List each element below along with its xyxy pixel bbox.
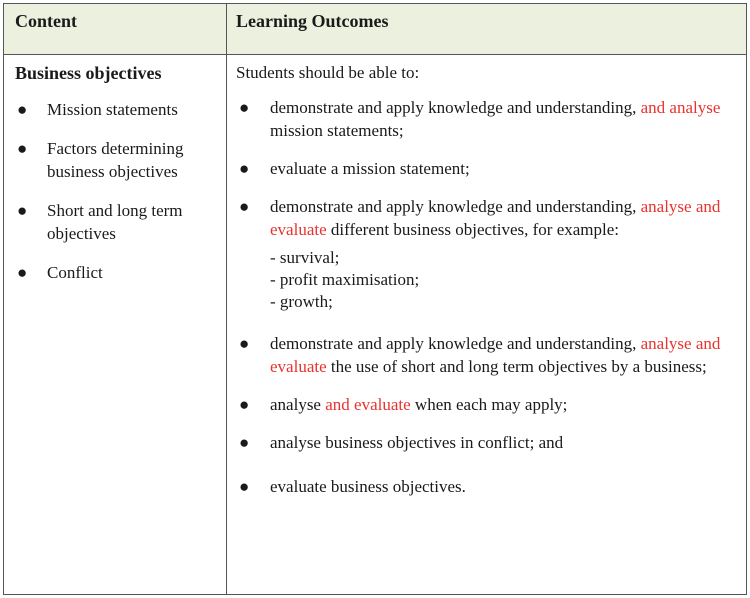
bullet-icon: ● (239, 395, 250, 414)
example-item: - survival; (270, 248, 340, 267)
highlighted-text: and evaluate (325, 395, 411, 414)
table-header-row (4, 4, 746, 55)
highlighted-text: and analyse (640, 98, 721, 117)
outcome-text: demonstrate and apply knowledge and understanding, (270, 334, 641, 353)
example-item: - profit maximisation; (270, 270, 420, 289)
outcome-item (236, 475, 741, 498)
content-column (15, 62, 220, 300)
outcomes-intro: Students should be able to: (236, 63, 420, 82)
example-item: - growth; (270, 292, 333, 311)
outcome-text: demonstrate and apply knowledge and understanding, (270, 98, 641, 117)
bullet-icon: ● (239, 477, 250, 496)
outcome-item (236, 332, 741, 378)
outcome-item (236, 96, 741, 142)
outcome-text: analyse business objectives in conflict; and (270, 433, 564, 452)
outcome-text: mission statements; (270, 121, 404, 140)
outcome-item (236, 393, 741, 416)
bullet-icon: ● (17, 263, 28, 282)
curriculum-table (3, 3, 747, 595)
example-list (236, 247, 741, 313)
column-divider (226, 4, 227, 594)
content-item: ● Factors determining business objectives (17, 139, 184, 181)
bullet-icon: ● (17, 201, 28, 220)
bullet-icon: ● (17, 139, 28, 158)
bullet-icon: ● (239, 197, 250, 216)
outcomes-column (236, 62, 741, 513)
highlighted-text: analyse and evaluate (270, 197, 721, 239)
content-item: ● Short and long term objectives (17, 201, 183, 243)
outcome-item (236, 157, 741, 180)
outcome-text: different business objectives, for example: (326, 220, 620, 239)
bullet-icon: ● (239, 433, 250, 452)
outcome-item (236, 431, 741, 454)
header-content: Content (15, 11, 77, 31)
outcome-text: analyse (270, 395, 326, 414)
outcome-text: demonstrate and apply knowledge and understanding, (270, 197, 641, 216)
content-item: ● Mission statements (17, 100, 178, 119)
outcome-text: evaluate business objectives. (270, 477, 466, 496)
outcome-text: the use of short and long term objectives by a business; (326, 357, 707, 376)
bullet-icon: ● (239, 98, 250, 117)
bullet-icon: ● (17, 100, 28, 119)
content-item: ● Conflict (17, 263, 103, 282)
header-learning-outcomes: Learning Outcomes (236, 11, 389, 31)
outcome-text: evaluate a mission statement; (270, 159, 470, 178)
highlighted-text: analyse and evaluate (270, 334, 721, 376)
bullet-icon: ● (239, 334, 250, 353)
content-title: Business objectives (15, 63, 162, 83)
outcome-text: when each may apply; (410, 395, 568, 414)
outcome-item (236, 195, 741, 241)
bullet-icon: ● (239, 159, 250, 178)
